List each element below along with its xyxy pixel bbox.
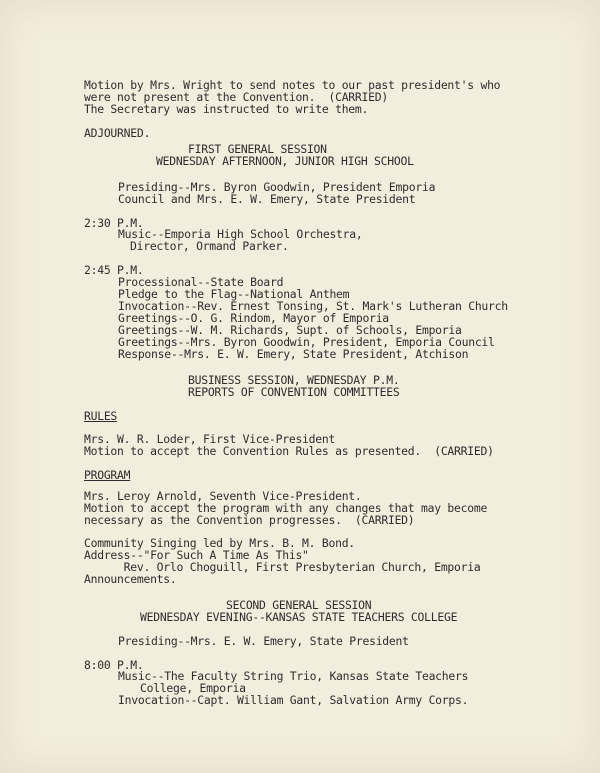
program-item: Response--Mrs. E. W. Emery, State President, Atchison xyxy=(118,347,469,361)
music-line-1: Music--Emporia High School Orchestra, xyxy=(118,227,363,241)
program-line-3: necessary as the Convention progresses. (CARRIED) xyxy=(84,513,415,527)
program-item: Invocation--Rev. Ernest Tonsing, St. Mark's Lutheran Church xyxy=(118,299,508,313)
first-session-subtitle: WEDNESDAY AFTERNOON, JUNIOR HIGH SCHOOL xyxy=(156,154,414,168)
motion-line-2: were not present at the Convention. (CARRIED) xyxy=(84,90,388,104)
program-item: Processional--State Board xyxy=(118,275,284,289)
business-session-title: BUSINESS SESSION, WEDNESDAY P.M. xyxy=(188,373,400,387)
evening-item: Invocation--Capt. William Gant, Salvation Army Corps. xyxy=(118,693,469,707)
program-item: Greetings--W. M. Richards, Supt. of Schools, Emporia xyxy=(118,323,462,337)
community-line-2: Address--"For Such A Time As This" xyxy=(84,548,309,562)
second-session-title: SECOND GENERAL SESSION xyxy=(226,598,372,612)
time-245: 2:45 P.M. xyxy=(84,263,144,277)
time-230: 2:30 P.M. xyxy=(84,216,144,230)
program-line-1: Mrs. Leroy Arnold, Seventh Vice-President. xyxy=(84,489,362,503)
first-session-title: FIRST GENERAL SESSION xyxy=(188,142,327,156)
rules-line-1: Mrs. W. R. Loder, First Vice-President xyxy=(84,432,336,446)
motion-line-3: The Secretary was instructed to write them. xyxy=(84,102,369,116)
motion-line-1: Motion by Mrs. Wright to send notes to our past president's who xyxy=(84,78,501,92)
program-item: Greetings--Mrs. Byron Goodwin, President, Emporia Council xyxy=(118,335,495,349)
first-session-presiding-2: Council and Mrs. E. W. Emery, State President xyxy=(118,192,416,206)
rules-line-2: Motion to accept the Convention Rules as presented. (CARRIED) xyxy=(84,444,494,458)
evening-item: Music--The Faculty String Trio, Kansas State Teachers xyxy=(118,669,469,683)
evening-item: College, Emporia xyxy=(140,681,246,695)
community-line-1: Community Singing led by Mrs. B. M. Bond. xyxy=(84,536,355,550)
music-line-2: Director, Ormand Parker. xyxy=(130,239,289,253)
program-line-2: Motion to accept the program with any changes that may become xyxy=(84,501,488,515)
rules-heading: RULES xyxy=(84,409,118,423)
first-session-presiding-1: Presiding--Mrs. Byron Goodwin, President Emporia xyxy=(118,180,436,194)
program-item: Pledge to the Flag--National Anthem xyxy=(118,287,350,301)
community-line-3: Rev. Orlo Choguill, First Presbyterian Church, Emporia xyxy=(84,560,481,574)
adjourned-text: ADJOURNED. xyxy=(84,126,151,140)
time-800: 8:00 P.M. xyxy=(84,658,144,672)
business-session-subtitle: REPORTS OF CONVENTION COMMITTEES xyxy=(188,385,400,399)
community-line-4: Announcements. xyxy=(84,572,177,586)
second-session-subtitle: WEDNESDAY EVENING--KANSAS STATE TEACHERS COLLEGE xyxy=(140,610,458,624)
program-heading: PROGRAM xyxy=(84,468,131,482)
second-session-presiding: Presiding--Mrs. E. W. Emery, State President xyxy=(118,634,409,648)
program-item: Greetings--O. G. Rindom, Mayor of Emporia xyxy=(118,311,389,325)
